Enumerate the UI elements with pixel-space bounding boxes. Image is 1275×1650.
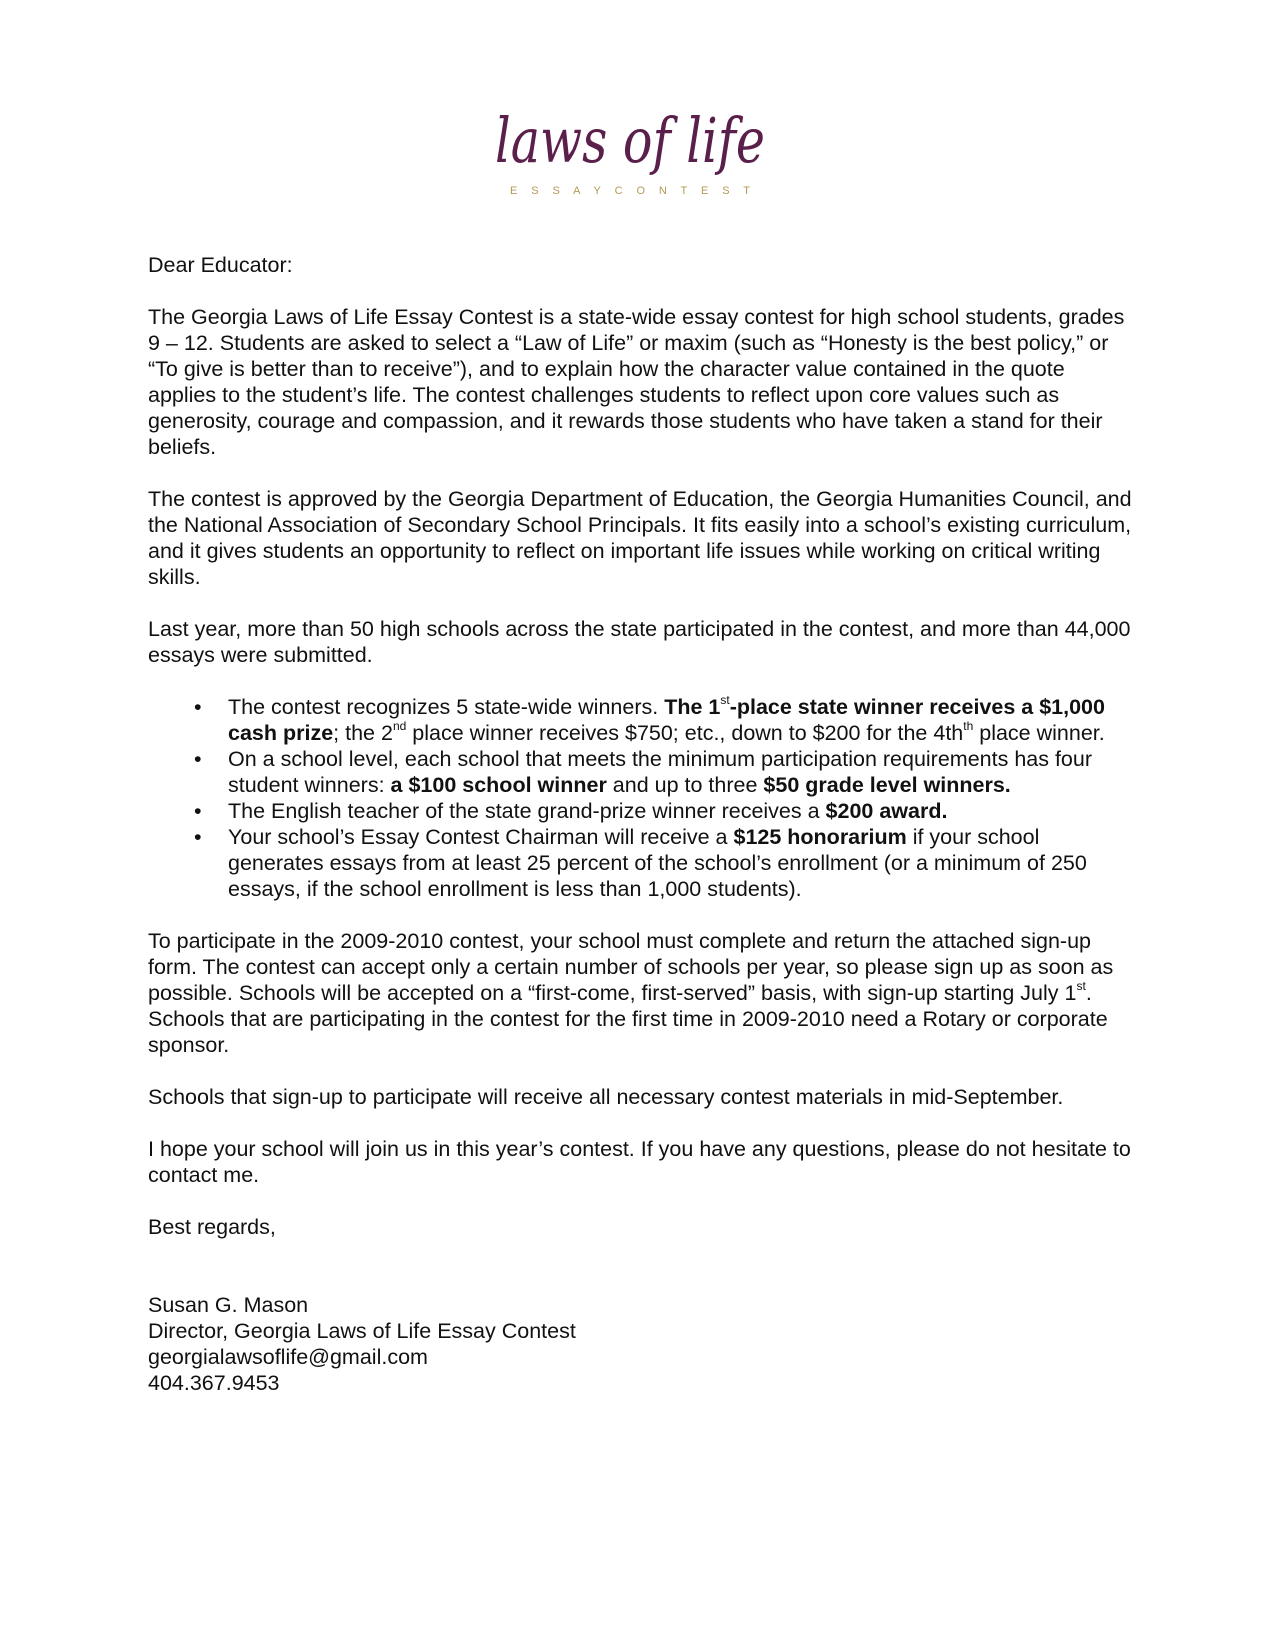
signature-email[interactable]: georgialawsoflife@gmail.com (148, 1345, 428, 1369)
paragraph-approval: The contest is approved by the Georgia Department of Education, the Georgia Humanities Council, and the National Association of Secondary School Principals. It fits easily into a school’s existing curriculum, and it gives students an opportunity to reflect on important life issues while working on critical writing skills. (148, 487, 1132, 589)
list-item (148, 746, 1138, 798)
awards-list (148, 694, 1138, 902)
bullet-text: On a school level, each school that meets the minimum participation requirements has four student winners: (228, 747, 1093, 797)
logo-wordmark: laws of life (495, 104, 765, 177)
bullet-bold: -place state winner receives a $1,000 cash prize (228, 695, 1105, 745)
closing: Best regards, (148, 1215, 276, 1239)
list-item (148, 694, 1138, 746)
paragraph-text: . Schools that are participating in the contest for the first time in 2009-2010 need a Rotary or corporate sponsor. (148, 981, 1108, 1057)
bullet-text: place winner receives $750; etc., down to $200 for the 4th (406, 721, 964, 745)
superscript: st (720, 692, 730, 707)
signature-name: Susan G. Mason (148, 1293, 309, 1317)
signature-title: Director, Georgia Laws of Life Essay Contest (148, 1319, 576, 1343)
list-item (148, 798, 1138, 824)
bullet-text: if your school generates essays from at least 25 percent of the school’s enrollment (or a minimum of 250 essays, if the school enrollment is less than 1,000 students). (228, 825, 1087, 901)
bullet-glyph: • (194, 747, 202, 771)
bullet-bold: $200 award. (825, 799, 948, 823)
bullet-text: The contest recognizes 5 state-wide winners. (228, 695, 665, 719)
bullet-text: and up to three (606, 773, 764, 797)
superscript: nd (392, 718, 407, 733)
bullet-bold: a $100 school winner (390, 773, 607, 797)
superscript: st (1076, 978, 1086, 993)
laws-of-life-logo (480, 82, 780, 212)
bullet-bold: The 1 (664, 695, 721, 719)
bullet-glyph: • (194, 799, 202, 823)
letter-body (148, 252, 1138, 1396)
paragraph-intro: The Georgia Laws of Life Essay Contest is a state-wide essay contest for high school students, grades 9 – 12. Students are asked to select a “Law of Life” or maxim (such as “Honesty is the best policy,” or “To give is better than to receive”), and to explain how the character value contained in the quote applies to the student’s life. The contest challenges students to reflect upon core values such as generosity, courage and compassion, and it rewards those students who have taken a stand for their beliefs. (148, 305, 1125, 459)
signature-phone: 404.367.9453 (148, 1371, 280, 1395)
bullet-glyph: • (194, 825, 202, 849)
bullet-text: Your school’s Essay Contest Chairman will receive a (228, 825, 734, 849)
salutation: Dear Educator: (148, 253, 293, 277)
paragraph-signup (148, 928, 1138, 1058)
paragraph-text: To participate in the 2009-2010 contest, your school must complete and return the attached sign-up form. The contest can accept only a certain number of schools per year, so please sign up as soon as possible. Schools will be accepted on a “first-come, first-served” basis, with sign-up starting July 1 (148, 929, 1114, 1005)
bullet-bold: $50 grade level winners. (763, 773, 1011, 797)
paragraph-closing-note: I hope your school will join us in this year’s contest. If you have any questions, please do not hesitate to contact me. (148, 1137, 1131, 1187)
paragraph-participation: Last year, more than 50 high schools across the state participated in the contest, and more than 44,000 essays were submitted. (148, 617, 1131, 667)
paragraph-materials: Schools that sign-up to participate will receive all necessary contest materials in mid-September. (148, 1085, 1064, 1109)
superscript: th (963, 718, 974, 733)
bullet-text: place winner. (973, 721, 1105, 745)
list-item (148, 824, 1138, 902)
bullet-bold: $125 honorarium (733, 825, 907, 849)
bullet-text: ; the 2 (333, 721, 393, 745)
logo-tagline: E S S A Y C O N T E S T (510, 185, 750, 197)
bullet-glyph: • (194, 695, 202, 719)
bullet-text: The English teacher of the state grand-prize winner receives a (228, 799, 826, 823)
